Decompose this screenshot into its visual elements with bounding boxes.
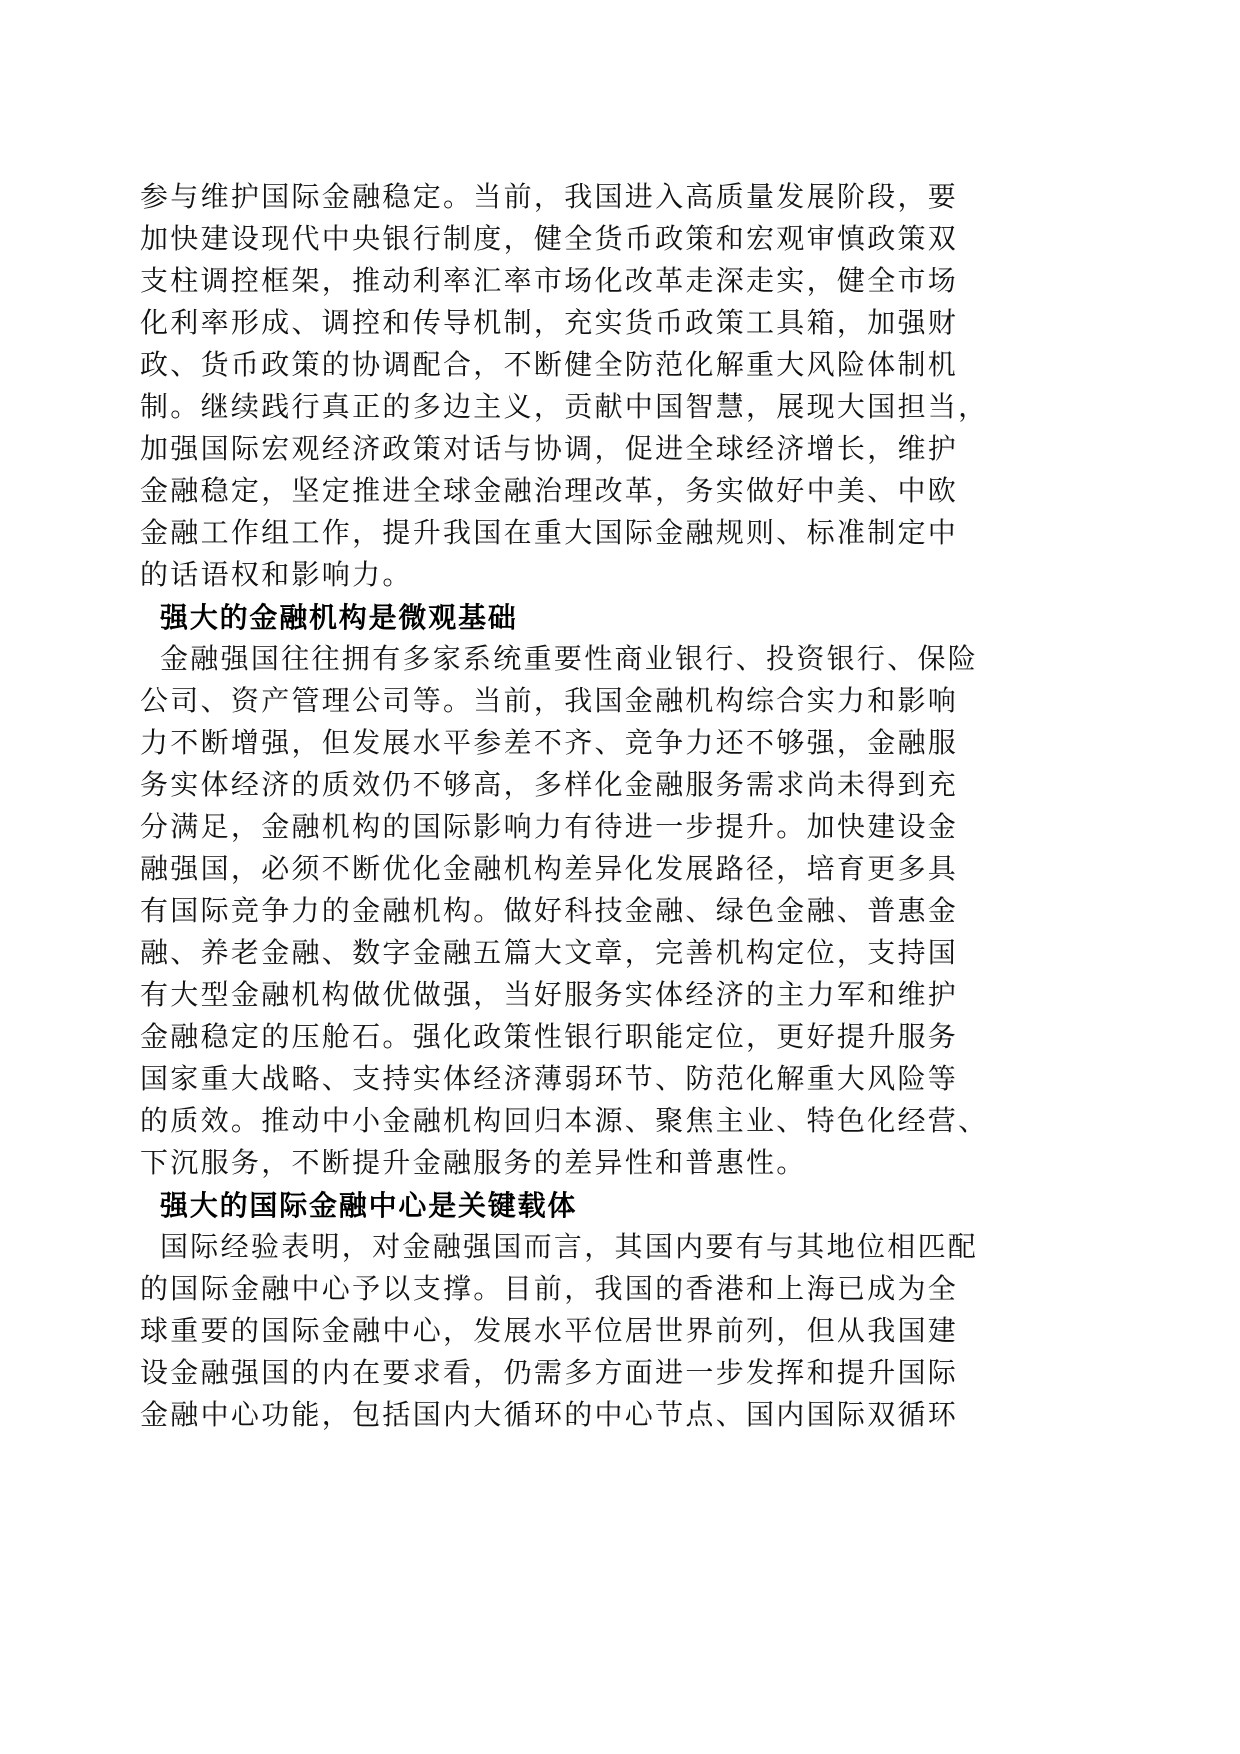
paragraph-line: 加强国际宏观经济政策对话与协调，促进全球经济增长，维护 — [140, 434, 959, 465]
document-body — [140, 177, 1100, 1437]
paragraph-line: 的话语权和影响力。 — [140, 560, 413, 591]
paragraph-line: 加快建设现代中央银行制度，健全货币政策和宏观审慎政策双 — [140, 224, 959, 255]
paragraph-line: 分满足，金融机构的国际影响力有待进一步提升。加快建设金 — [140, 812, 959, 843]
paragraph-line: 国家重大战略、支持实体经济薄弱环节、防范化解重大风险等 — [140, 1064, 959, 1095]
paragraph-line: 金融中心功能，包括国内大循环的中心节点、国内国际双循环 — [140, 1400, 959, 1431]
paragraph-line: 国际经验表明，对金融强国而言，其国内要有与其地位相匹配 — [160, 1232, 979, 1263]
paragraph-line: 金融工作组工作，提升我国在重大国际金融规则、标准制定中 — [140, 518, 959, 549]
paragraph-line: 下沉服务，不断提升金融服务的差异性和普惠性。 — [140, 1148, 807, 1179]
paragraph-line: 化利率形成、调控和传导机制，充实货币政策工具箱，加强财 — [140, 308, 959, 339]
paragraph-line: 有国际竞争力的金融机构。做好科技金融、绿色金融、普惠金 — [140, 896, 959, 927]
paragraph-line: 有大型金融机构做优做强，当好服务实体经济的主力军和维护 — [140, 980, 959, 1011]
paragraph-line: 制。继续践行真正的多边主义，贡献中国智慧，展现大国担当， — [140, 392, 989, 423]
paragraph-line: 融强国，必须不断优化金融机构差异化发展路径，培育更多具 — [140, 854, 959, 885]
paragraph-line: 的国际金融中心予以支撑。目前，我国的香港和上海已成为全 — [140, 1274, 959, 1305]
paragraph-line: 金融稳定的压舱石。强化政策性银行职能定位，更好提升服务 — [140, 1022, 959, 1053]
paragraph-line: 力不断增强，但发展水平参差不齐、竞争力还不够强，金融服 — [140, 728, 959, 759]
paragraph-line: 支柱调控框架，推动利率汇率市场化改革走深走实，健全市场 — [140, 266, 959, 297]
paragraph-line: 球重要的国际金融中心，发展水平位居世界前列，但从我国建 — [140, 1316, 959, 1347]
paragraph-line: 政、货币政策的协调配合，不断健全防范化解重大风险体制机 — [140, 350, 959, 381]
paragraph-line: 公司、资产管理公司等。当前，我国金融机构综合实力和影响 — [140, 686, 959, 717]
paragraph-line: 设金融强国的内在要求看，仍需多方面进一步发挥和提升国际 — [140, 1358, 959, 1389]
paragraph-line: 的质效。推动中小金融机构回归本源、聚焦主业、特色化经营、 — [140, 1106, 989, 1137]
section-heading: 强大的国际金融中心是关键载体 — [160, 1190, 578, 1221]
section-heading: 强大的金融机构是微观基础 — [160, 602, 518, 633]
paragraph-line: 金融强国往往拥有多家系统重要性商业银行、投资银行、保险 — [160, 644, 979, 675]
paragraph-line: 务实体经济的质效仍不够高，多样化金融服务需求尚未得到充 — [140, 770, 959, 801]
paragraph-line: 金融稳定，坚定推进全球金融治理改革，务实做好中美、中欧 — [140, 476, 959, 507]
paragraph-line: 融、养老金融、数字金融五篇大文章，完善机构定位，支持国 — [140, 938, 959, 969]
paragraph-line: 参与维护国际金融稳定。当前，我国进入高质量发展阶段，要 — [140, 182, 959, 213]
